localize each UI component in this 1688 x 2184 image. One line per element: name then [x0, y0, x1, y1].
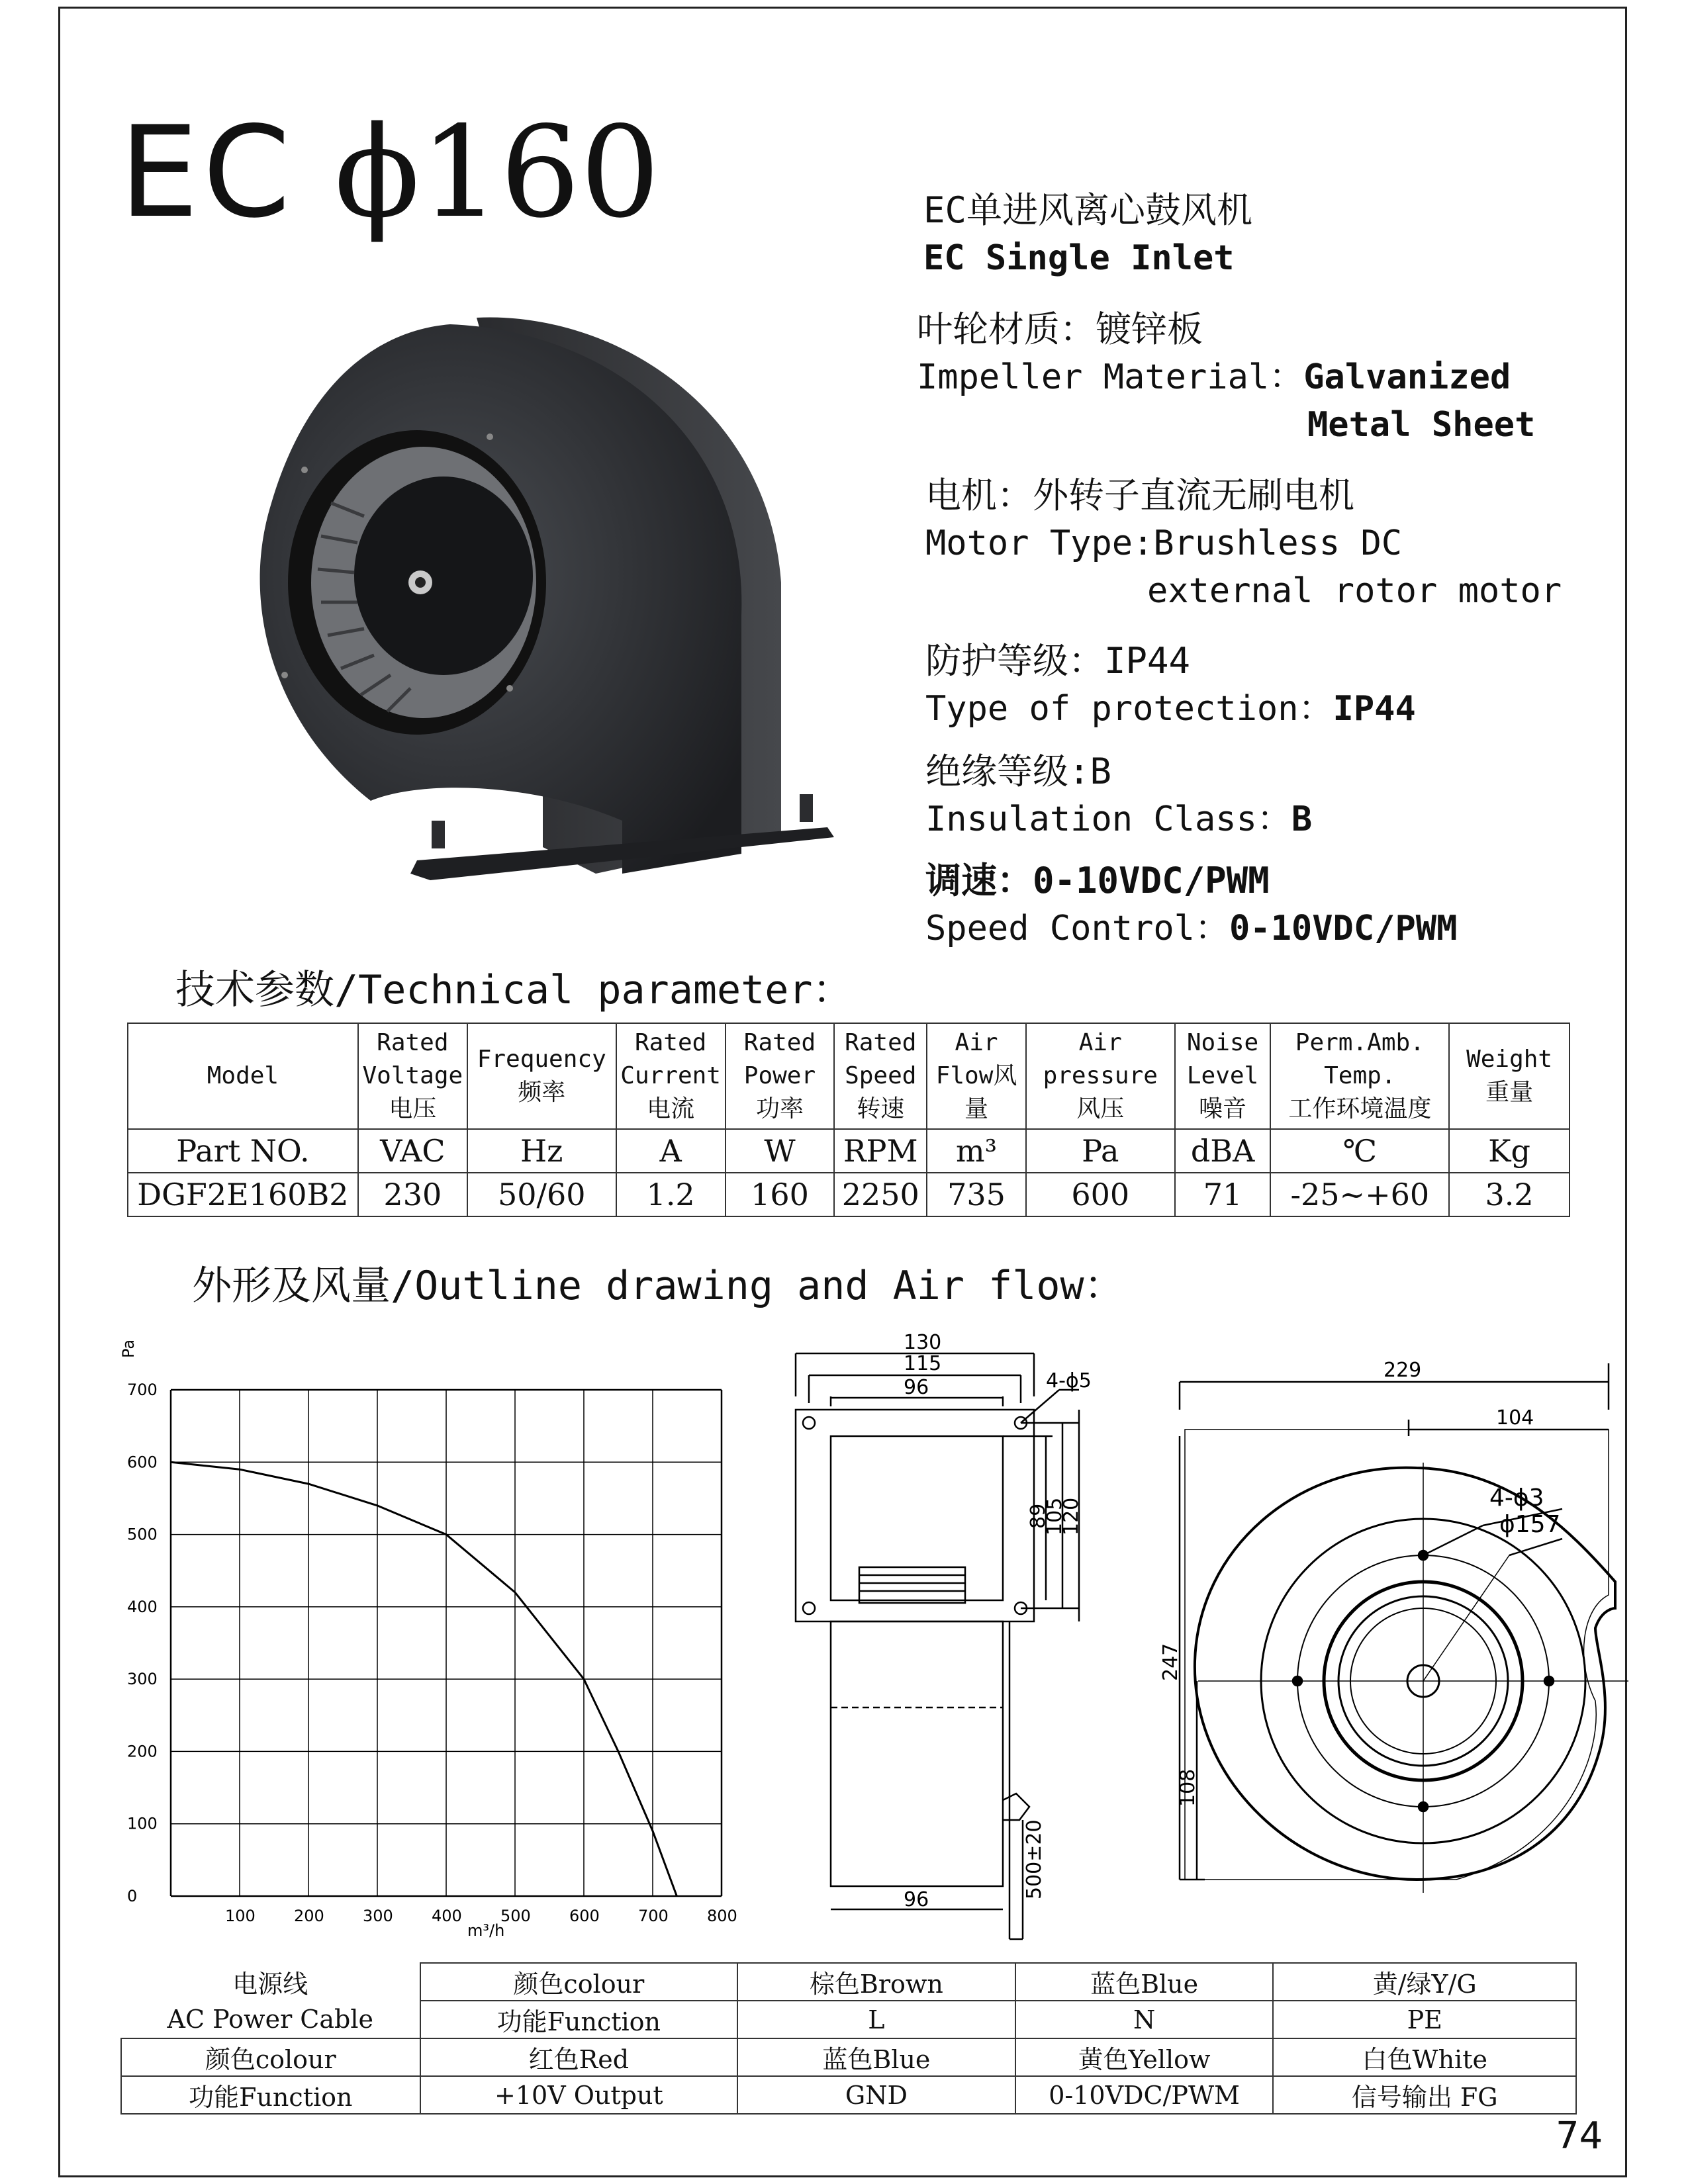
dim-side-holes: 4-ϕ3	[1489, 1484, 1544, 1512]
cable-cell: 功能Function	[420, 2001, 738, 2038]
table-header-line: 噪音	[1199, 1095, 1247, 1122]
chart-x-tick-label: 200	[294, 1907, 324, 1925]
cable-cell: L	[737, 2001, 1015, 2038]
cable-cell: 信号输出 FG	[1273, 2076, 1576, 2114]
cable-cell: 颜色colour	[121, 2038, 420, 2076]
table-header-line: Model	[207, 1062, 279, 1089]
table-unit-cell: RPM	[834, 1129, 927, 1173]
chart-x-label: m³/h	[467, 1921, 505, 1940]
page-number: 74	[1556, 2115, 1603, 2158]
chart-y-tick-label: 700	[127, 1381, 158, 1399]
table-header-row	[128, 1023, 1570, 1129]
cable-row-3	[121, 2038, 1576, 2076]
product-name-cn: EC单进风离心鼓风机	[923, 189, 1253, 231]
table-unit-cell: Hz	[467, 1129, 616, 1173]
table-unit-cell: m³	[927, 1129, 1026, 1173]
speed-spec	[925, 857, 1457, 952]
table-header-cell	[616, 1023, 726, 1129]
cable-table	[120, 1962, 1577, 2115]
table-header-line: Weight	[1466, 1046, 1553, 1073]
table-value-cell: 71	[1175, 1173, 1271, 1216]
dim-side-diameter: ϕ157	[1499, 1511, 1561, 1538]
dim-front-holes: 4-ϕ5	[1046, 1369, 1092, 1392]
table-unit-cell: Pa	[1026, 1129, 1175, 1173]
title-diameter: ϕ160	[334, 99, 661, 246]
cable-cell: 白色White	[1273, 2038, 1576, 2076]
table-unit-cell: A	[616, 1129, 726, 1173]
dim-front-3: 96	[904, 1376, 929, 1399]
table-header-line: Rated	[845, 1029, 917, 1056]
table-header-cell	[927, 1023, 1026, 1129]
cable-cell: N	[1015, 2001, 1274, 2038]
cable-row-1	[121, 1963, 1576, 2001]
table-header-cell	[467, 1023, 616, 1129]
table-header-line: Frequency	[477, 1046, 606, 1073]
table-header-cell	[1270, 1023, 1449, 1129]
table-header-line: 重量	[1485, 1079, 1534, 1106]
dim-front-8: 500±20	[1023, 1819, 1046, 1899]
chart-y-tick-label: 200	[127, 1742, 158, 1761]
chart-y-tick-label: 600	[127, 1453, 158, 1472]
outline-title: 外形及风量/Outline drawing and Air flow：	[192, 1263, 1124, 1309]
spec-block	[923, 187, 1252, 282]
dim-side-1: 229	[1383, 1359, 1422, 1382]
chart-grid	[171, 1390, 722, 1896]
table-header-line: Rated	[743, 1029, 816, 1056]
protection-spec	[925, 637, 1416, 733]
cable-title-cn: 电源线	[232, 1970, 308, 1999]
table-unit-cell: Part NO.	[128, 1129, 358, 1173]
impeller-en-value-2: Metal Sheet	[1307, 405, 1536, 445]
chart-x-tick-label: 100	[225, 1907, 256, 1925]
table-value-cell: DGF2E160B2	[128, 1173, 358, 1216]
table-value-cell: 735	[927, 1173, 1026, 1216]
cable-cell: 红色Red	[420, 2038, 738, 2076]
table-header-line: Perm.Amb.	[1295, 1029, 1425, 1056]
dim-side-3: 247	[1159, 1643, 1182, 1681]
cable-title-en: AC Power Cable	[167, 2005, 374, 2034]
table-value-row	[128, 1173, 1570, 1216]
cable-cell: PE	[1273, 2001, 1576, 2038]
table-value-cell: 1.2	[616, 1173, 726, 1216]
impeller-en-value-1: Galvanized	[1303, 357, 1511, 397]
table-unit-cell: dBA	[1175, 1129, 1271, 1173]
motor-cn: 电机：外转子直流无刷电机	[925, 475, 1354, 516]
table-header-line: Air	[1078, 1029, 1122, 1056]
cable-cell: 0-10VDC/PWM	[1015, 2076, 1274, 2114]
table-header-line: pressure	[1043, 1062, 1158, 1089]
table-header-line: 电流	[647, 1095, 695, 1122]
dim-front-1: 130	[904, 1331, 942, 1354]
dim-front-7: 96	[904, 1888, 929, 1911]
chart-y-tick-label: 0	[127, 1887, 138, 1905]
cable-cell: 黄色Yellow	[1015, 2038, 1274, 2076]
table-header-cell	[1449, 1023, 1570, 1129]
insulation-en-value: B	[1291, 799, 1313, 839]
table-header-cell	[128, 1023, 358, 1129]
table-header-cell	[726, 1023, 835, 1129]
title-ec: EC	[119, 99, 295, 246]
table-unit-cell: ℃	[1270, 1129, 1449, 1173]
table-unit-cell: VAC	[358, 1129, 467, 1173]
table-header-line: Speed	[845, 1062, 917, 1089]
table-header-line: Air	[955, 1029, 998, 1056]
table-header-line: 转速	[857, 1095, 905, 1122]
dim-front-2: 115	[904, 1352, 942, 1375]
dim-front-4: 89	[1027, 1503, 1050, 1529]
insulation-spec	[925, 748, 1312, 843]
chart-x-tick-label: 700	[638, 1907, 669, 1925]
table-header-line: Flow风	[935, 1062, 1017, 1089]
chart-x-tick-label: 300	[363, 1907, 393, 1925]
table-header-line: Current	[620, 1062, 721, 1089]
table-header-line: 功率	[755, 1095, 804, 1122]
airflow-chart	[119, 1330, 748, 1946]
speed-en-label: Speed Control：	[925, 909, 1229, 948]
chart-x-tick-label: 500	[500, 1907, 531, 1925]
table-value-cell: 3.2	[1449, 1173, 1570, 1216]
cable-cell: 棕色Brown	[737, 1963, 1015, 2001]
speed-cn: 调速：0-10VDC/PWM	[925, 860, 1270, 901]
motor-spec	[925, 472, 1562, 615]
table-value-cell: 230	[358, 1173, 467, 1216]
insulation-cn: 绝缘等级:B	[925, 751, 1112, 792]
table-header-line: Noise	[1186, 1029, 1259, 1056]
table-unit-row	[128, 1129, 1570, 1173]
cable-cell: 颜色colour	[420, 1963, 738, 2001]
chart-y-tick-label: 100	[127, 1814, 158, 1833]
table-value-cell: 160	[726, 1173, 835, 1216]
fan-product-image	[199, 304, 834, 900]
table-header-line: 风压	[1076, 1095, 1125, 1122]
chart-y-label: Pa	[119, 1339, 138, 1358]
table-header-line: 电压	[389, 1095, 437, 1122]
table-header-cell	[1175, 1023, 1271, 1129]
motor-en-2: external rotor motor	[1147, 571, 1562, 611]
table-header-cell	[358, 1023, 467, 1129]
cable-cell: GND	[737, 2076, 1015, 2114]
chart-x-tick-label: 600	[569, 1907, 600, 1925]
dim-side-4: 108	[1176, 1768, 1199, 1807]
cable-cell: 黄/绿Y/G	[1273, 1963, 1576, 2001]
table-header-line: Voltage	[362, 1062, 463, 1089]
cable-cell: 功能Function	[121, 2076, 420, 2114]
insulation-en-label: Insulation Class：	[925, 799, 1291, 839]
table-value-cell: 600	[1026, 1173, 1175, 1216]
chart-y-ticks	[127, 1381, 158, 1905]
chart-x-tick-label: 400	[432, 1907, 462, 1925]
chart-y-tick-label: 500	[127, 1525, 158, 1544]
parameter-table	[127, 1023, 1570, 1217]
tech-param-title: 技术参数/Technical parameter：	[175, 967, 853, 1013]
table-value-cell: 50/60	[467, 1173, 616, 1216]
table-unit-cell: W	[726, 1129, 835, 1173]
chart-x-tick-label: 800	[707, 1907, 737, 1925]
protection-cn: 防护等级：IP44	[925, 640, 1191, 682]
table-header-line: Power	[743, 1062, 816, 1089]
chart-y-tick-label: 400	[127, 1597, 158, 1616]
table-header-cell	[1026, 1023, 1175, 1129]
speed-en-value: 0-10VDC/PWM	[1229, 909, 1458, 948]
table-header-line: 工作环境温度	[1288, 1095, 1432, 1122]
table-header-line: 量	[964, 1095, 989, 1122]
product-name-en: EC Single Inlet	[923, 238, 1235, 278]
table-header-line: Temp.	[1324, 1062, 1396, 1089]
impeller-cn: 叶轮材质：镀锌板	[917, 308, 1203, 350]
protection-en-label: Type of protection：	[925, 689, 1333, 729]
impeller-spec	[917, 306, 1535, 449]
cable-cell: 蓝色Blue	[1015, 1963, 1274, 2001]
cable-row-4	[121, 2076, 1576, 2114]
protection-en-value: IP44	[1333, 689, 1416, 729]
side-outline-drawing	[1139, 1330, 1628, 1946]
table-value-cell: -25~+60	[1270, 1173, 1449, 1216]
dim-side-2: 104	[1496, 1406, 1534, 1430]
cable-row-2	[121, 2001, 1576, 2038]
dim-front-6: 120	[1060, 1497, 1083, 1535]
table-header-line: Rated	[377, 1029, 449, 1056]
impeller-en-label: Impeller Material：	[917, 357, 1304, 397]
chart-y-tick-label: 300	[127, 1670, 158, 1689]
motor-en-1: Motor Type:Brushless DC	[925, 523, 1403, 563]
table-header-line: 频率	[518, 1079, 566, 1106]
cable-cell: +10V Output	[420, 2076, 738, 2114]
table-unit-cell: Kg	[1449, 1129, 1570, 1173]
table-header-line: Rated	[634, 1029, 707, 1056]
dim-front-5: 105	[1043, 1497, 1066, 1535]
table-header-cell	[834, 1023, 927, 1129]
front-outline-drawing	[768, 1330, 1139, 1946]
table-value-cell: 2250	[834, 1173, 927, 1216]
table-header-line: Level	[1186, 1062, 1259, 1089]
cable-cell: 蓝色Blue	[737, 2038, 1015, 2076]
